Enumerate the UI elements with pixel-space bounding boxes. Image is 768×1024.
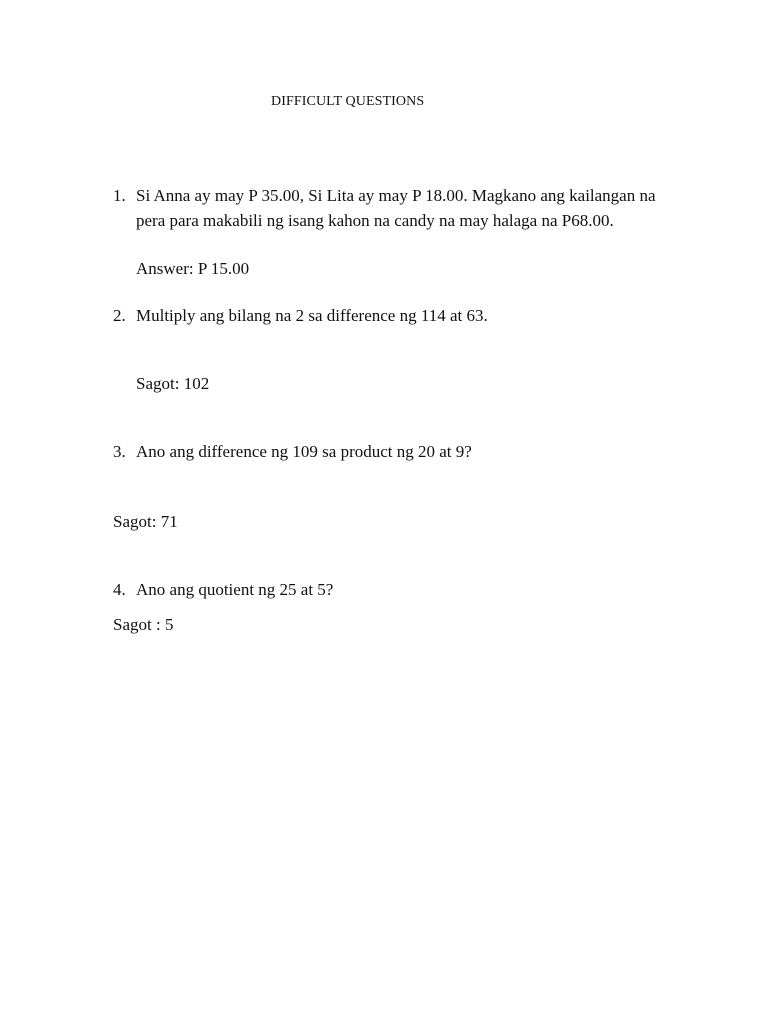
question-text-line: Ano ang quotient ng 25 at 5? — [136, 580, 334, 599]
answer-text: Answer: P 15.00 — [136, 259, 250, 278]
answer-text: Sagot: 71 — [113, 512, 178, 531]
page-title: DIFFICULT QUESTIONS — [271, 94, 425, 109]
question-number: 1. — [113, 186, 126, 205]
question-text-line: Ano ang difference ng 109 sa product ng 20 at 9? — [136, 442, 472, 461]
question-number: 2. — [113, 306, 126, 325]
question-number: 4. — [113, 580, 126, 599]
question-text-line: Si Anna ay may P 35.00, Si Lita ay may P 18.00. Magkano ang kailangan na — [136, 186, 656, 205]
answer-text: Sagot: 102 — [136, 374, 210, 393]
question-text-line: pera para makabili ng isang kahon na candy na may halaga na P68.00. — [136, 211, 614, 230]
answer-text: Sagot : 5 — [113, 615, 174, 634]
question-text-line: Multiply ang bilang na 2 sa difference ng 114 at 63. — [136, 306, 488, 325]
question-number: 3. — [113, 442, 126, 461]
